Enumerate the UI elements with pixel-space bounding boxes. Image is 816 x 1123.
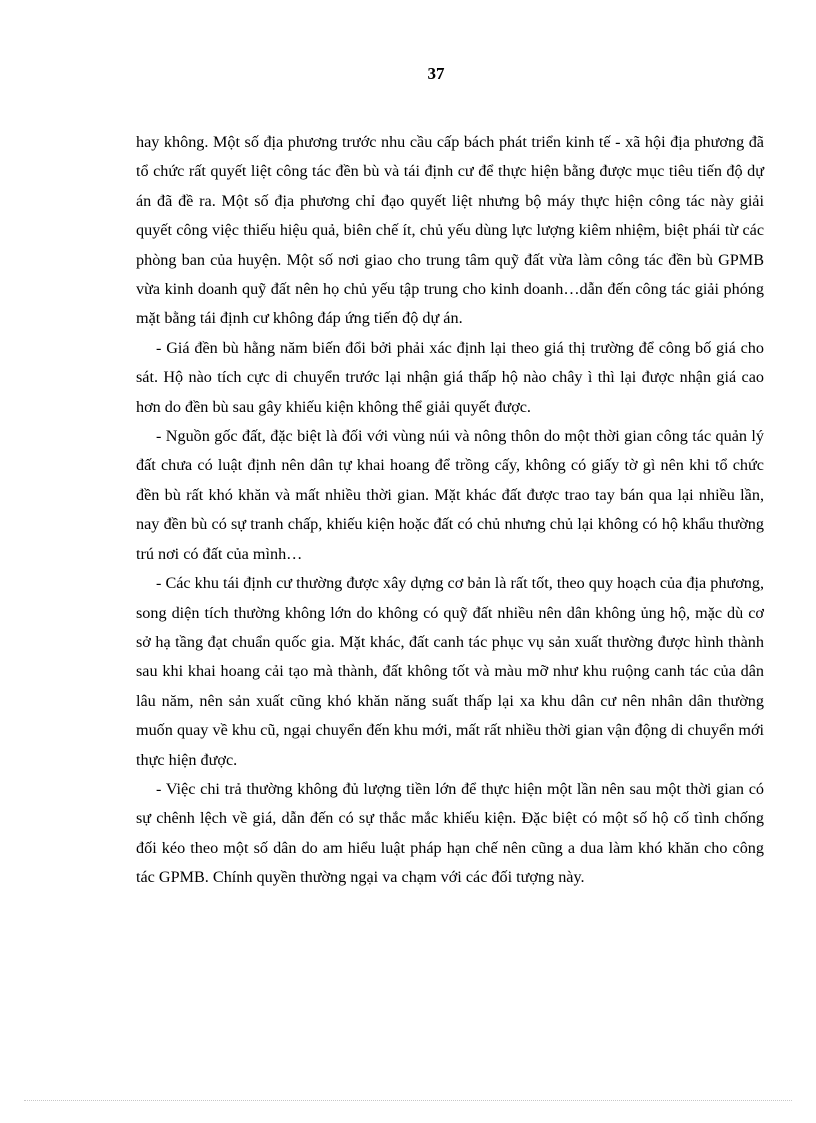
bottom-divider bbox=[24, 1100, 792, 1101]
paragraph-continuation: hay không. Một số địa phương trước nhu cầu cấp bách phát triển kinh tế - xã hội địa phương đã tổ chức rất quyết liệt công tác đền bù và tái định cư để thực hiện bằng được mục tiêu tiến độ dự án đã đề ra. Một số địa phương chỉ đạo quyết liệt nhưng bộ máy thực hiện công tác này giải quyết công việc thiếu hiệu quả, biên chế ít, chủ yếu dùng lực lượng kiêm nhiệm, biệt phái từ các phòng ban của huyện. Một số nơi giao cho trung tâm quỹ đất vừa làm công tác đền bù GPMB vừa kinh doanh quỹ đất nên họ chủ yếu tập trung cho kinh doanh…dẫn đến công tác giải phóng mặt bằng tái định cư không đáp ứng tiến độ dự án. bbox=[136, 133, 764, 328]
body-text bbox=[136, 128, 764, 893]
paragraph-payment: - Việc chi trả thường không đủ lượng tiền lớn để thực hiện một lần nên sau một thời gian có sự chênh lệch về giá, dẫn đến có sự thắc mắc khiếu kiện. Đặc biệt có một số hộ cố tình chống đối kéo theo một số dân do am hiểu luật pháp hạn chế nên cũng a dua làm khó khăn cho công tác GPMB. Chính quyền thường ngại va chạm với các đối tượng này. bbox=[136, 779, 764, 887]
paragraph-land-origin: - Nguồn gốc đất, đặc biệt là đối với vùng núi và nông thôn do một thời gian công tác quản lý đất chưa có luật định nên dân tự khai hoang để trồng cấy, không có giấy tờ gì nên khi tổ chức đền bù rất khó khăn và mất nhiều thời gian. Mặt khác đất được trao tay bán qua lại nhiều lần, nay đền bù có sự tranh chấp, khiếu kiện hoặc đất có chủ nhưng chủ lại không có hộ khẩu thường trú nơi có đất của mình… bbox=[136, 427, 764, 563]
page-number: 37 bbox=[427, 64, 445, 83]
paragraph-compensation-price: - Giá đền bù hằng năm biến đổi bởi phải xác định lại theo giá thị trường để công bố giá cho sát. Hộ nào tích cực di chuyển trước lại nhận giá thấp hộ nào chây ì thì lại được nhận giá cao hơn do đền bù sau gây khiếu kiện không thể giải quyết được. bbox=[136, 338, 764, 416]
paragraph-resettlement-areas: - Các khu tái định cư thường được xây dựng cơ bản là rất tốt, theo quy hoạch của địa phương, song diện tích thường không lớn do không có quỹ đất nhiều nên dân không ủng hộ, mặc dù cơ sở hạ tầng đạt chuẩn quốc gia. Mặt khác, đất canh tác phục vụ sản xuất thường được hình thành sau khi khai hoang cải tạo mà thành, đất không tốt và màu mỡ như khu ruộng canh tác của dân lâu năm, nên sản xuất cũng khó khăn năng suất thấp lại xa khu dân cư nên nhân dân thường muốn quay về khu cũ, ngại chuyển đến khu mới, mất rất nhiều thời gian vận động di chuyển mới thực hiện được. bbox=[136, 574, 764, 769]
